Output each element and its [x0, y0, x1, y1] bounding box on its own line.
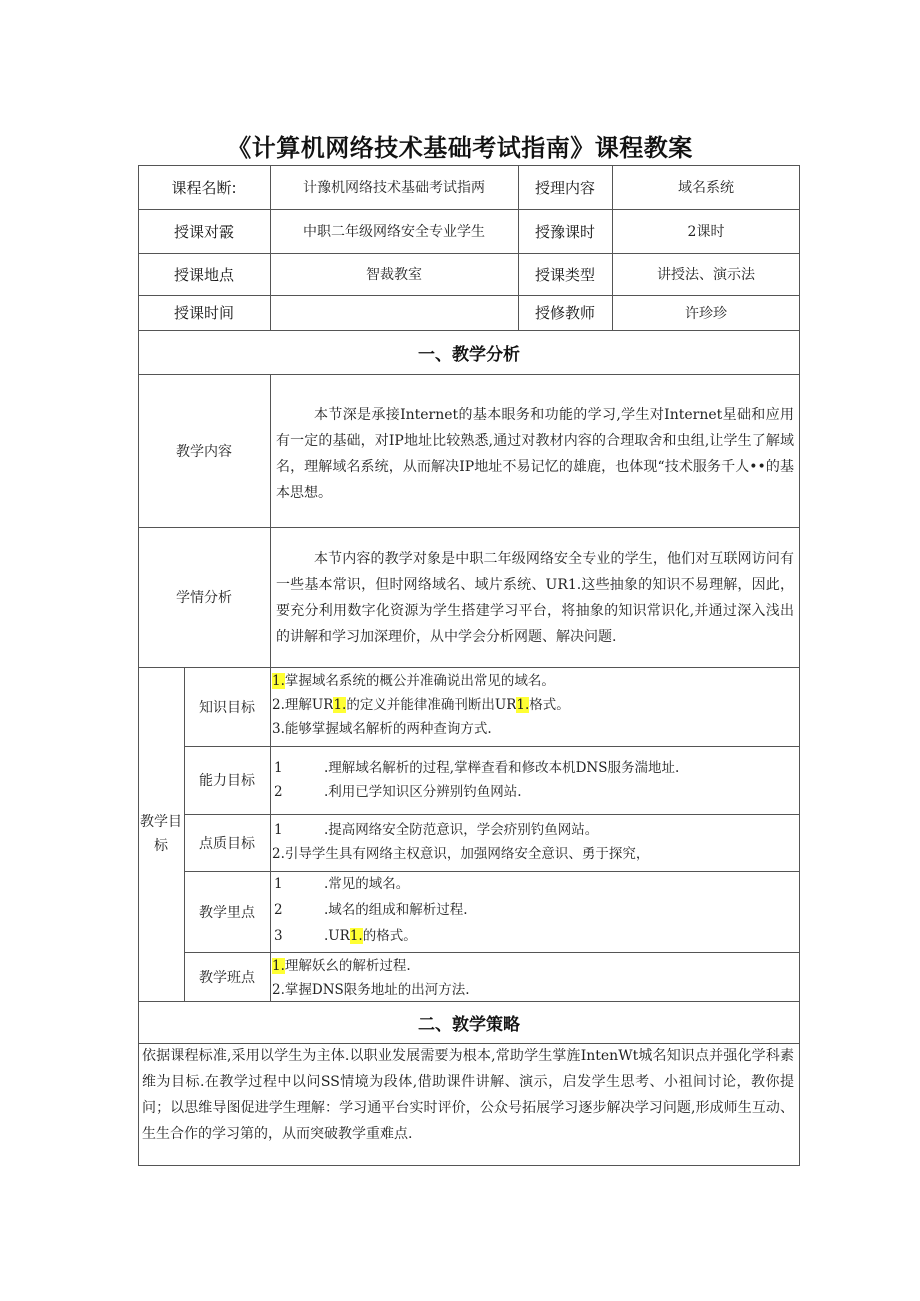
ability-goal-1	[274, 756, 679, 780]
label-teaching-content: 教学内容	[176, 443, 232, 460]
goal-text: .域名的组成和解析过程.	[324, 902, 468, 918]
quality-goal-1	[274, 818, 598, 842]
value-teacher: 许珍珍	[685, 305, 727, 322]
goal-text: .提高网络安全防范意识，学会疥别钓鱼网站。	[324, 822, 599, 838]
section-analysis-title: 一、教学分析	[418, 344, 520, 365]
teaching-content-text: 本节深是承接Internet的基本眼务和功能的学习,学生对Internet星础和应用有一定的基础，对IP地址比较熟悉,通过对教材内容的合理取舍和虫组,让学生了解域名，理解域名系统，从而解决IP地址不易记忆的雄鹿，也体现“技术服务千人••的基本思想。	[276, 407, 794, 501]
quality-goal-2	[272, 842, 649, 866]
key-point-2	[274, 898, 468, 922]
highlight-mark: 1.	[516, 697, 530, 713]
item-number: 1	[274, 822, 283, 838]
value-hours: 2课时	[687, 224, 725, 240]
item-number: 2	[274, 902, 283, 918]
goal-text: 2.掌握DNS限务地址的出河方法.	[272, 982, 470, 998]
goal-text: .常见的域名。	[324, 876, 410, 892]
item-number: 1	[274, 760, 283, 776]
goal-text: 格式。	[529, 697, 570, 713]
goal-text: 2.引导学生具有网络主权意识，加强网络安全意识、勇于探究，	[272, 846, 650, 862]
value-content: 域名系统	[678, 180, 734, 196]
highlight-mark: 1.	[349, 928, 363, 944]
goal-text: 3.能够掌握域名解析的两种查询方式.	[272, 721, 492, 737]
goal-text: .理解域名解析的过程,掌榉查看和修改本机DNS服务湍地址.	[324, 760, 680, 776]
value-audience: 中职二年级网络安全专业学生	[303, 224, 485, 240]
section-strategy-title: 二、敦学策略	[418, 1014, 520, 1035]
label-teaching-goals	[138, 667, 184, 1001]
item-number: 3	[274, 928, 283, 944]
highlight-mark: 1.	[272, 958, 285, 974]
label-learner-analysis: 学情分析	[176, 590, 232, 606]
strategy-text: 依据课程标准,采用以学生为主体.以职业发展需要为根本,常助学生掌旌IntenWt城名知识点并强化学科素维为目标.在教学过程中以问SS情境为段体,借助课件讲解、演示，启发学生思考、小祖间讨论，教你提问；以思维导图促进学生理解：学习通平台实时评价，公众号拓展学习逐步解决学习问题,形成师生互动、生生合作的学习第的，从而突破教学重难点.	[142, 1048, 794, 1142]
label-teacher: 授修教师	[534, 304, 595, 322]
knowledge-goal-3	[272, 717, 492, 741]
page-title: 《计算机网络技术基础考试指南》课程教案	[227, 134, 693, 162]
label-content: 授理内容	[534, 178, 595, 197]
goal-text: 掌握域名系统的概公并准确说出常见的域名。	[284, 673, 555, 689]
item-number: 1	[274, 876, 283, 892]
label-knowledge-goals: 知识目标	[199, 699, 255, 716]
value-location: 智裁教室	[366, 267, 422, 283]
label-time: 授课时间	[173, 304, 234, 322]
label-location: 授课地点	[173, 265, 234, 284]
value-time	[270, 295, 518, 330]
key-point-3	[274, 924, 417, 948]
difficult-point-1	[272, 954, 411, 978]
goal-text: 理解妖幺的解析过程.	[284, 958, 411, 974]
highlight-mark: 1.	[272, 673, 285, 689]
highlight-mark: 1.	[333, 697, 347, 713]
key-point-1	[274, 872, 409, 896]
item-number: 2	[274, 784, 283, 800]
value-course-name: 计豫机网络技术基础考试指两	[303, 180, 485, 196]
label-ability-goals: 能力目标	[199, 773, 255, 789]
label-key-points: 教学里点	[199, 904, 255, 921]
label-course-name: 课程名断:	[171, 178, 237, 197]
label-audience: 授课对霰	[173, 222, 234, 241]
goal-text: 的定义并能律准确刊断出UR	[346, 697, 517, 713]
goal-text: .利用已学知识区分辨别钓鱼网站.	[324, 784, 522, 800]
goal-text: .UR	[324, 928, 350, 944]
label-type: 授课类型	[534, 265, 595, 284]
knowledge-goal-1	[272, 669, 555, 693]
knowledge-goal-2	[272, 693, 570, 717]
ability-goal-2	[274, 780, 522, 804]
label-hours: 授豫课时	[534, 222, 595, 241]
difficult-point-2	[272, 978, 470, 1002]
goal-text: 2.理解UR	[272, 697, 334, 713]
goals-label-text: 教学目标	[140, 814, 182, 854]
value-type: 讲授法、演示法	[657, 267, 755, 283]
label-quality-goals: 点质目标	[199, 835, 255, 852]
label-difficult-points: 教学班点	[199, 969, 255, 986]
learner-analysis-text: 本节内容的教学对象是中职二年级网络安全专业的学生，他们对互联网访问有一些基本常识，但时网络域名、域片系统、UR1.这些抽象的知识不易理解，因此，要充分利用数字化资源为学生搭建学习平台，将抽象的知识常识化,并通过深入浅出的讲解和学习加深理价，从中学会分析网题、解决问题.	[276, 551, 794, 645]
goal-text: 的格式。	[362, 928, 417, 944]
